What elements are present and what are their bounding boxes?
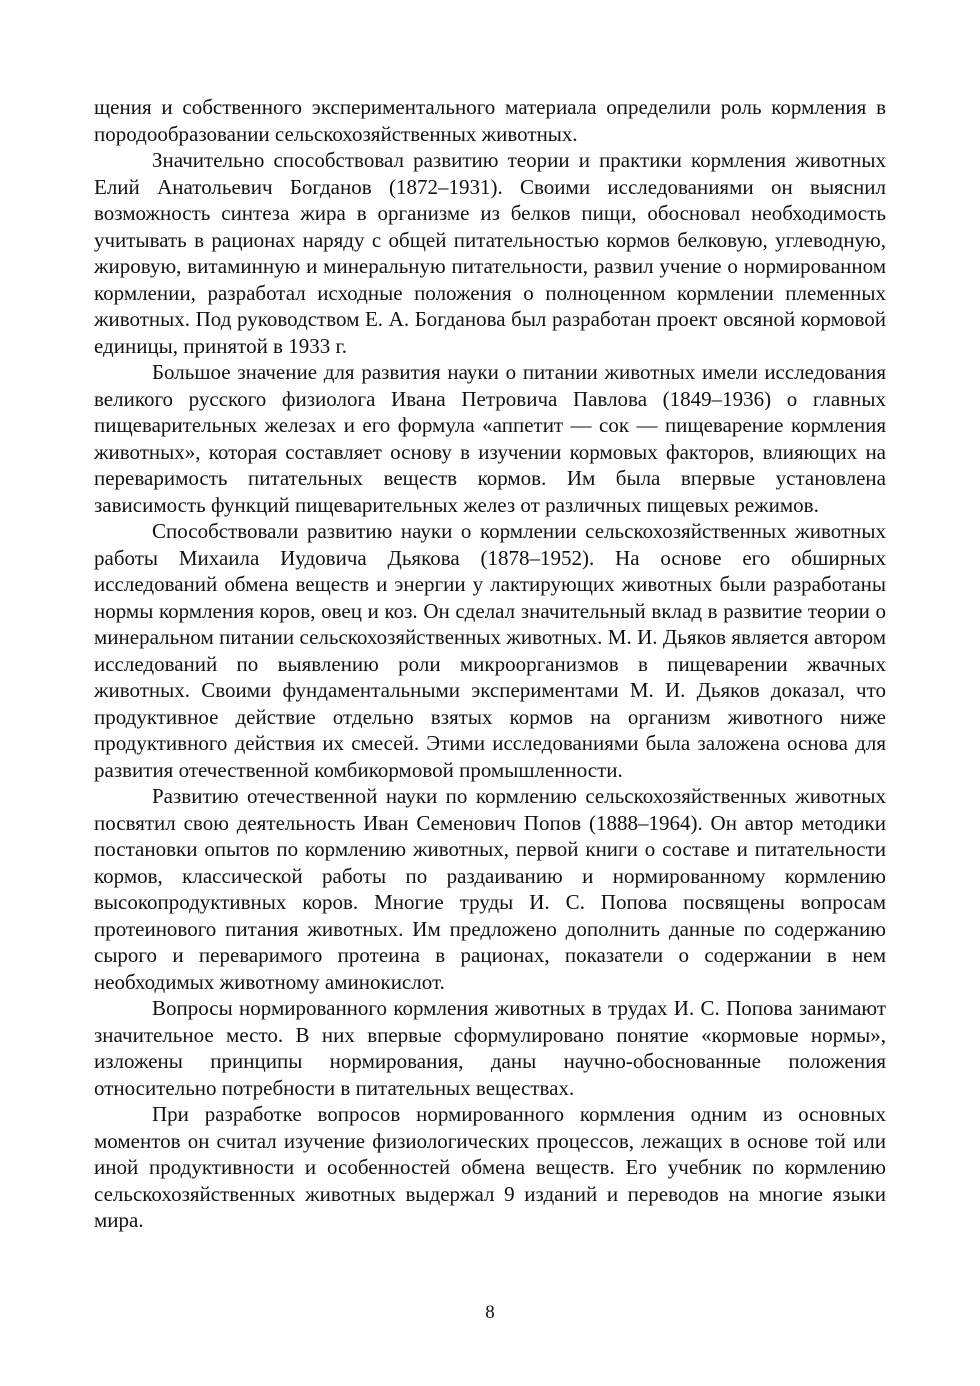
page-body <box>94 94 886 1234</box>
paragraph-popov: Развитию отечественной науки по кормлению сельскохозяйственных животных посвятил свою деятельность Иван Семенович Попов (1888–1964). Он автор методики постановки опытов по кормлению животных, первой книги о составе и питательности кормов, классической работы по раздаиванию и нормированному кормлению высокопродуктивных коров. Многие труды И. С. Попова посвящены вопросам протеинового питания животных. Им предложено дополнить данные по содержанию сырого и переваримого протеина в рационах, показатели о содержании в нем необходимых животному аминокислот. <box>94 784 886 994</box>
paragraph-pavlov: Большое значение для развития науки о питании животных имели исследования великого русского физиолога Ивана Петровича Павлова (1849–1936) о главных пищеварительных железах и его формула «аппетит — сок — пищеварение кормления животных», которая составляет основу в изучении кормовых факторов, влияющих на переваримость питательных веществ кормов. Им была впервые установлена зависимость функций пищеварительных желез от различных пищевых режимов. <box>94 360 886 517</box>
paragraph-bogdanov: Значительно способствовал развитию теории и практики кормления животных Елий Анатольевич Богданов (1872–1931). Своими исследованиями он выяснил возможность синтеза жира в организме из белков пищи, обосновал необходимость учитывать в рационах наряду с общей питательностью кормов белковую, углеводную, жировую, витаминную и минеральную питательности, развил учение о нормированном кормлении, разработал исходные положения о полноценном кормлении племенных животных. Под руководством Е. А. Богданова был разработан проект овсяной кормовой единицы, принятой в 1933 г. <box>94 148 886 358</box>
page-number: 8 <box>485 1302 495 1323</box>
paragraph-textbook: При разработке вопросов нормированного кормления одним из основных моментов он считал изучение физиологических процессов, лежащих в основе той или иной продуктивности и особенностей обмена веществ. Его учебник по кормлению сельскохозяйственных животных выдержал 9 изданий и переводов на многие языки мира. <box>94 1102 886 1232</box>
paragraph-norms: Вопросы нормированного кормления животных в трудах И. С. Попова занимают значительное место. В них впервые сформулировано понятие «кормовые нормы», изложены принципы нормирования, даны научно-обоснованные положения относительно потребности в питательных веществах. <box>94 996 886 1100</box>
paragraph-continuation: щения и собственного экспериментального материала определили роль кормления в породообразовании сельскохозяйственных животных. <box>94 95 886 146</box>
paragraph-dyakov: Способствовали развитию науки о кормлении сельскохозяйственных животных работы Михаила Иудовича Дьякова (1878–1952). На основе его обширных исследований обмена веществ и энергии у лактирующих животных были разработаны нормы кормления коров, овец и коз. Он сделал значительный вклад в развитие теории о минеральном питании сельскохозяйственных животных. М. И. Дьяков является автором исследований по выявлению роли микроорганизмов в пищеварении жвачных животных. Своими фундаментальными экспериментами М. И. Дьяков доказал, что продуктивное действие отдельно взятых кормов на организм животного ниже продуктивного действия их смесей. Этими исследованиями была заложена основа для развития отечественной комбикормовой промышленности. <box>94 519 886 782</box>
